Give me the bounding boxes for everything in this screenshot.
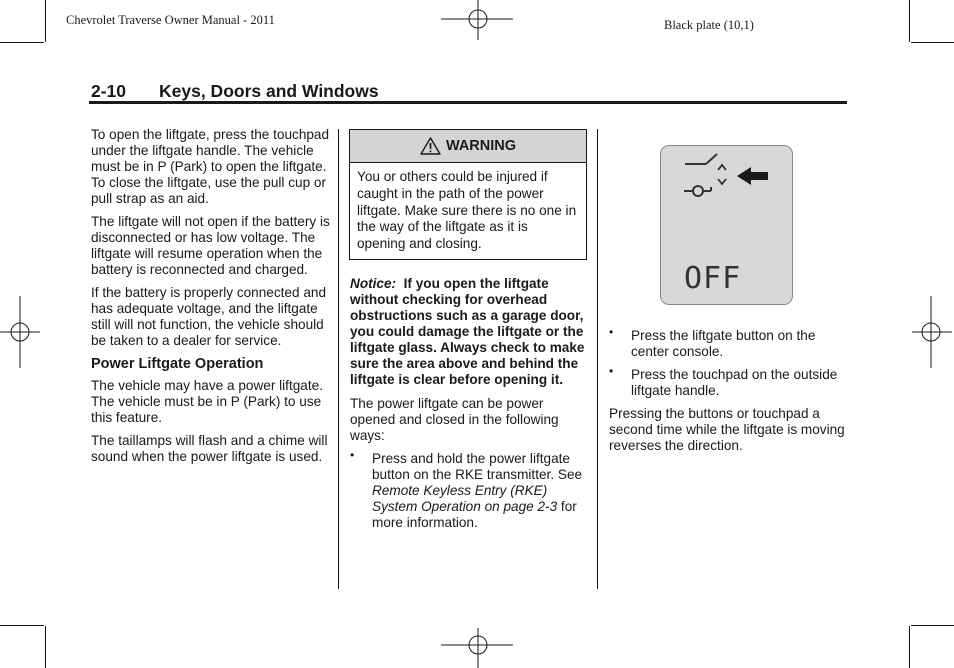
column-left [91,127,331,472]
crop-mark [0,42,44,43]
notice-text: If you open the liftgate without checking for overhead obstructions such as a garage door, you could damage the liftgate or the liftgate glass. Always check to make sure the area above and behind the liftgate is clear before opening it. [350,276,585,387]
list-item [350,451,590,531]
subheading: Power Liftgate Operation [91,356,264,372]
list-item: • Press the touchpad on the outside liftgate handle. [609,367,849,399]
paragraph: The taillamps will flash and a chime will sound when the power liftgate is used. [91,433,328,464]
paragraph: The vehicle may have a power liftgate. The vehicle must be in P (Park) to use this feature. [91,378,323,425]
section-number: 2-10 [91,81,127,101]
list-item-text: Press and hold the power liftgate button on the RKE transmitter. See [372,451,583,482]
crop-mark [0,625,44,626]
registration-mark-icon [441,0,513,40]
crop-mark [45,626,46,668]
section-rule [89,101,847,104]
section-heading [91,81,379,102]
warning-text: You or others could be injured if caught in the path of the power liftgate. Make sure there is no one in the way of the liftgate as it is opening and closing. [357,169,577,252]
warning-triangle-icon [420,137,441,155]
warning-box [349,129,587,260]
cross-reference-link[interactable]: Remote Keyless Entry (RKE) System Operation on page 2-3 [372,483,558,514]
notice-paragraph [350,276,590,388]
bullet-list [350,451,590,531]
liftgate-switch-illustration [660,145,793,305]
registration-mark-icon [441,628,513,668]
warning-header [350,130,586,163]
warning-title: WARNING [445,138,517,154]
section-title: Keys, Doors and Windows [159,81,379,101]
registration-mark-icon [0,296,40,368]
bullet-list [609,328,849,399]
column-divider [338,129,339,589]
column-right [609,328,849,461]
crop-mark [911,42,954,43]
crop-mark [909,0,910,42]
crop-mark [909,626,910,668]
column-divider [597,129,598,589]
paragraph: The power liftgate can be power opened and closed in the following ways: [350,396,559,443]
plate-label-header: Black plate (10,1) [664,18,754,32]
notice-label: Notice: [350,276,397,291]
paragraph: The liftgate will not open if the battery is disconnected or has low voltage. The liftgate will resume operation when the battery is reconnected and charged. [91,214,330,277]
list-item: • Press the liftgate button on the center console. [609,328,849,360]
crop-mark [45,0,46,42]
liftgate-switch-icon [661,146,792,206]
manual-title-header: Chevrolet Traverse Owner Manual - 2011 [66,13,275,27]
registration-mark-icon [912,296,952,368]
paragraph: Pressing the buttons or touchpad a second time while the liftgate is moving reverses the direction. [609,406,845,453]
crop-mark [911,625,954,626]
column-middle [350,276,590,538]
paragraph: If the battery is properly connected and has adequate voltage, and the liftgate still will not function, the vehicle should be taken to a dealer for service. [91,285,327,348]
list-item-text: for more information. [372,499,577,530]
paragraph: To open the liftgate, press the touchpad under the liftgate handle. The vehicle must be in P (Park) to open the liftgate. To close the liftgate, use the pull cup or pull strap as an aid. [91,127,330,206]
display-readout: OFF [684,261,742,296]
